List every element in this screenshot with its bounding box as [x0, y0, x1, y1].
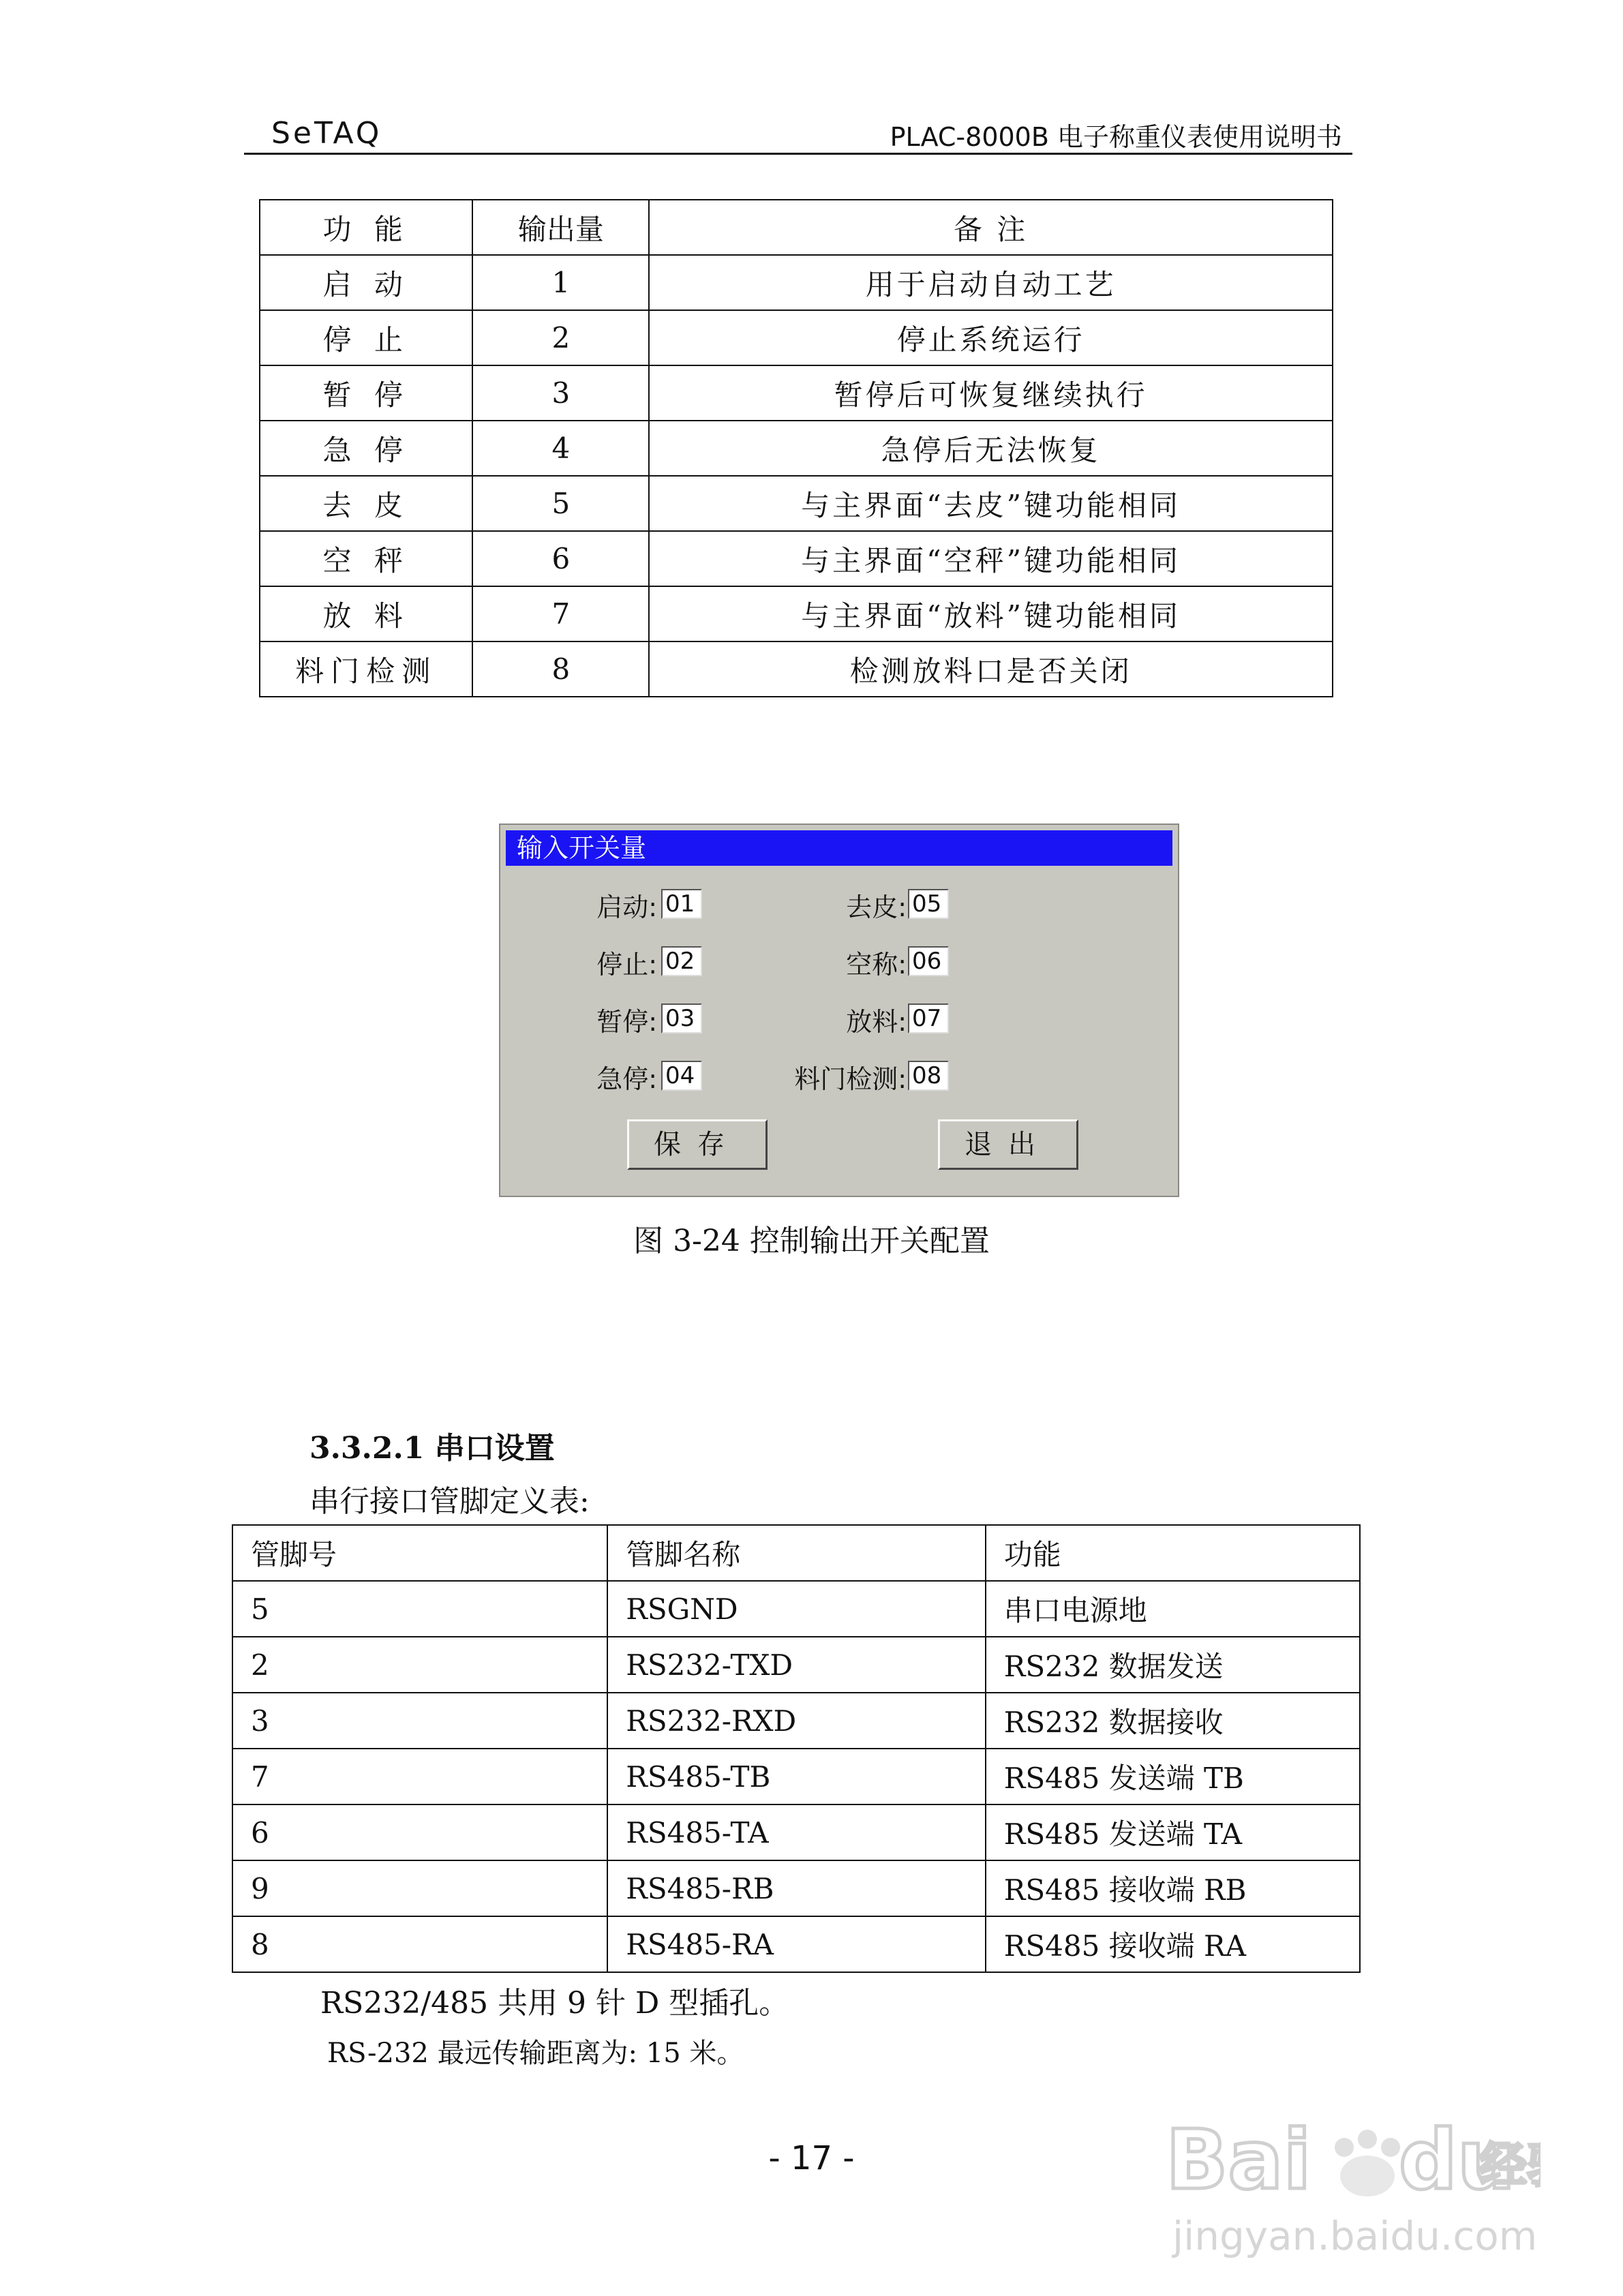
table-row	[232, 1804, 1360, 1860]
table-row	[260, 531, 1333, 586]
table-cell: 1	[472, 255, 649, 310]
table-header-cell: 备 注	[649, 200, 1333, 255]
figure-caption: 图 3-24 控制输出开关配置	[633, 1224, 990, 1258]
table-cell: 4	[472, 421, 649, 476]
table-header-cell: 管脚名称	[607, 1525, 986, 1581]
table-row	[260, 310, 1333, 365]
table-row	[260, 421, 1333, 476]
table-header-row	[260, 200, 1333, 255]
table-row	[260, 586, 1333, 641]
table-header-row	[232, 1525, 1360, 1581]
field-label-start: 启动:	[596, 892, 657, 922]
field-label-emergency-stop: 急停:	[596, 1064, 657, 1094]
field-label-discharge: 放料:	[846, 1007, 907, 1037]
svg-text:du: du	[1399, 2113, 1516, 2208]
section-intro: 串行接口管脚定义表:	[309, 1484, 590, 1519]
table-row	[232, 1860, 1360, 1916]
pause-input[interactable]: 03	[661, 1003, 702, 1033]
section-heading: 3.3.2.1 串口设置	[309, 1431, 555, 1466]
table-cell: 3	[232, 1693, 607, 1749]
table-cell: 9	[232, 1860, 607, 1916]
table-cell: 料门检测	[260, 641, 472, 697]
input-switch-dialog	[499, 824, 1179, 1197]
tare-input[interactable]: 05	[908, 889, 949, 919]
table-cell: RS485 接收端 RB	[986, 1860, 1360, 1916]
table-cell: 5	[472, 476, 649, 531]
table-cell: 急 停	[260, 421, 472, 476]
table-cell: RS232 数据发送	[986, 1637, 1360, 1693]
header-brand: SeTAQ	[271, 116, 382, 151]
table-cell: RS232-TXD	[607, 1637, 986, 1693]
table-cell: 6	[472, 531, 649, 586]
table-header-cell: 功 能	[260, 200, 472, 255]
svg-text:经验: 经	[1479, 2137, 1527, 2193]
table-cell: RS232 数据接收	[986, 1693, 1360, 1749]
table-cell: 去 皮	[260, 476, 472, 531]
table-cell: 7	[232, 1749, 607, 1804]
function-output-table	[259, 199, 1333, 697]
discharge-input[interactable]: 07	[908, 1003, 949, 1033]
table-cell: RS485-RB	[607, 1860, 986, 1916]
table-row	[260, 641, 1333, 697]
stop-input[interactable]: 02	[661, 946, 702, 976]
table-cell: RS485 发送端 TA	[986, 1804, 1360, 1860]
table-cell: 2	[472, 310, 649, 365]
emergency-stop-input[interactable]: 04	[661, 1061, 702, 1091]
header-title: PLAC-8000B 电子称重仪表使用说明书	[890, 122, 1342, 152]
table-cell: RS485-TA	[607, 1804, 986, 1860]
table-cell: 6	[232, 1804, 607, 1860]
table-cell: 8	[232, 1916, 607, 1972]
table-cell: 串口电源地	[986, 1581, 1360, 1637]
table-cell: RS485-TB	[607, 1749, 986, 1804]
watermark-logo-icon	[1159, 2100, 1541, 2270]
empty-scale-input[interactable]: 06	[908, 946, 949, 976]
exit-button[interactable]: 退出	[938, 1119, 1078, 1170]
field-label-tare: 去皮:	[846, 892, 907, 922]
note-shared-connector: RS232/485 共用 9 针 D 型插孔。	[320, 1986, 789, 2021]
table-cell: 与主界面“去皮”键功能相同	[649, 476, 1333, 531]
table-cell: 用于启动自动工艺	[649, 255, 1333, 310]
table-cell: 暂停后可恢复继续执行	[649, 365, 1333, 421]
table-cell: RS485-RA	[607, 1916, 986, 1972]
save-button[interactable]: 保存	[627, 1119, 768, 1170]
table-row	[232, 1581, 1360, 1637]
dialog-title: 输入开关量	[506, 830, 1172, 866]
field-label-stop: 停止:	[596, 950, 657, 980]
table-cell: 检测放料口是否关闭	[649, 641, 1333, 697]
table-cell: 急停后无法恢复	[649, 421, 1333, 476]
header-rule	[244, 153, 1352, 155]
field-label-empty-scale: 空称:	[846, 950, 907, 980]
table-row	[260, 476, 1333, 531]
table-header-cell: 功能	[986, 1525, 1360, 1581]
table-cell: 与主界面“空秤”键功能相同	[649, 531, 1333, 586]
note-rs232-distance: RS-232 最远传输距离为: 15 米。	[327, 2038, 744, 2069]
table-cell: 2	[232, 1637, 607, 1693]
start-input[interactable]: 01	[661, 889, 702, 919]
table-row	[232, 1916, 1360, 1972]
table-cell: 启 动	[260, 255, 472, 310]
gate-detect-input[interactable]: 08	[908, 1061, 949, 1091]
baidu-jingyan-watermark	[1159, 2100, 1541, 2270]
field-label-pause: 暂停:	[596, 1007, 657, 1037]
table-row	[260, 255, 1333, 310]
table-row	[232, 1693, 1360, 1749]
table-cell: RS232-RXD	[607, 1693, 986, 1749]
table-header-cell: 管脚号	[232, 1525, 607, 1581]
table-cell: RS485 接收端 RA	[986, 1916, 1360, 1972]
table-cell: 放 料	[260, 586, 472, 641]
table-header-cell: 输出量	[472, 200, 649, 255]
table-cell: 暂 停	[260, 365, 472, 421]
table-row	[232, 1637, 1360, 1693]
table-cell: 7	[472, 586, 649, 641]
table-row	[260, 365, 1333, 421]
table-cell: RS485 发送端 TB	[986, 1749, 1360, 1804]
table-cell: RSGND	[607, 1581, 986, 1637]
svg-text:Bai: Bai	[1166, 2113, 1311, 2208]
table-cell: 与主界面“放料”键功能相同	[649, 586, 1333, 641]
pin-definition-table	[232, 1524, 1361, 1973]
table-cell: 停止系统运行	[649, 310, 1333, 365]
table-row	[232, 1749, 1360, 1804]
table-cell: 5	[232, 1581, 607, 1637]
table-cell: 停 止	[260, 310, 472, 365]
table-cell: 8	[472, 641, 649, 697]
table-cell: 空 秤	[260, 531, 472, 586]
page-number: - 17 -	[768, 2139, 855, 2177]
table-cell: 3	[472, 365, 649, 421]
field-label-gate-detect: 料门检测:	[794, 1064, 907, 1094]
svg-text:jingyan.baidu.com: jingyan.baidu.com	[1172, 2213, 1538, 2259]
